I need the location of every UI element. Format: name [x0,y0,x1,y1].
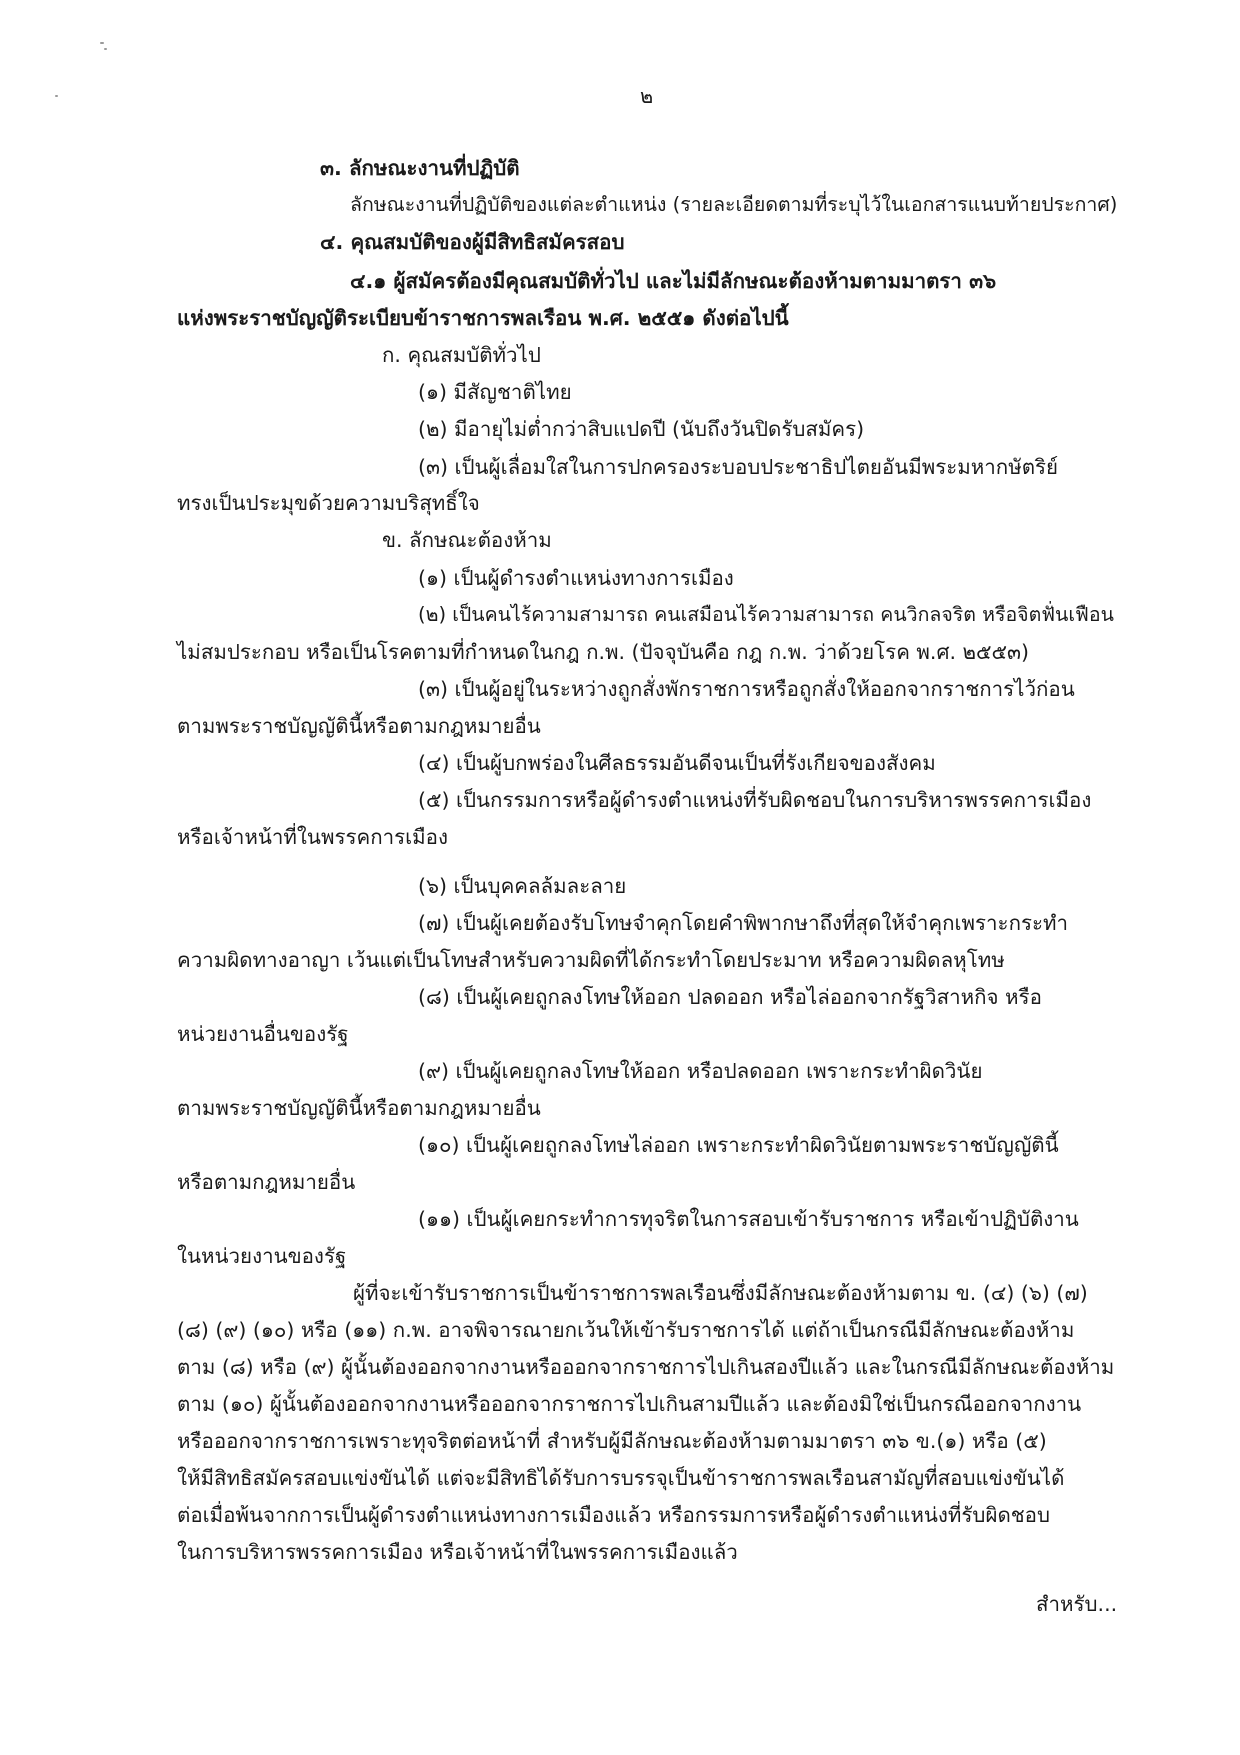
prohibited-item-11-line-1: (๑๑) เป็นผู้เคยกระทำการทุจริตในการสอบเข้ารับราชการ หรือเข้าปฏิบัติงาน [418,1207,1079,1231]
closing-paragraph-line-4: ตาม (๑๐) ผู้นั้นต้องออกจากงานหรือออกจากราชการไปเกินสามปีแล้ว และต้องมิใช่เป็นกรณีออกจากงาน [177,1392,1082,1416]
general-item-1: (๑) มีสัญชาติไทย [418,380,572,404]
general-item-3-line-1: (๓) เป็นผู้เลื่อมใสในการปกครองระบอบประชาธิปไตยอันมีพระมหากษัตริย์ [418,455,1059,479]
prohibited-item-10-line-1: (๑๐) เป็นผู้เคยถูกลงโทษไล่ออก เพราะกระทำผิดวินัยตามพระราชบัญญัตินี้ [418,1133,1059,1157]
prohibited-item-8-line-1: (๘) เป็นผู้เคยถูกลงโทษให้ออก ปลดออก หรือไล่ออกจากรัฐวิสาหกิจ หรือ [418,985,1042,1009]
continuation-note: สำหรับ... [1036,1592,1118,1616]
section-4-1-line-2: แห่งพระราชบัญญัติระเบียบข้าราชการพลเรือน พ.ศ. ๒๕๕๑ ดังต่อไปนี้ [177,306,789,330]
closing-paragraph-line-3: ตาม (๘) หรือ (๙) ผู้นั้นต้องออกจากงานหรือออกจากราชการไปเกินสองปีแล้ว และในกรณีมีลักษณะต้องห้าม [177,1355,1115,1379]
prohibited-item-7-line-2: ความผิดทางอาญา เว้นแต่เป็นโทษสำหรับความผิดที่ได้กระทำโดยประมาท หรือความผิดลหุโทษ [177,948,1005,972]
closing-paragraph-line-6: ให้มีสิทธิสมัครสอบแข่งขันได้ แต่จะมีสิทธิได้รับการบรรจุเป็นข้าราชการพลเรือนสามัญที่สอบแข่งขันได้ [177,1466,1065,1490]
closing-paragraph-line-7: ต่อเมื่อพ้นจากการเป็นผู้ดำรงตำแหน่งทางการเมืองแล้ว หรือกรรมการหรือผู้ดำรงตำแหน่งที่รับผิดชอบ [177,1503,1051,1527]
closing-paragraph-line-2: (๘) (๙) (๑๐) หรือ (๑๑) ก.พ. อาจพิจารณายกเว้นให้เข้ารับราชการได้ แต่ถ้าเป็นกรณีมีลักษณะต้องห้าม [177,1318,1075,1342]
prohibited-item-6: (๖) เป็นบุคคลล้มละลาย [418,874,627,898]
closing-paragraph-line-5: หรือออกจากราชการเพราะทุจริตต่อหน้าที่ สำหรับผู้มีลักษณะต้องห้ามตามมาตรา ๓๖ ข.(๑) หรือ (๕) [177,1429,1047,1453]
general-qualifications-heading: ก. คุณสมบัติทั่วไป [382,343,541,367]
section-3-heading: ๓. ลักษณะงานที่ปฏิบัติ [320,156,520,180]
prohibited-item-8-line-2: หน่วยงานอื่นของรัฐ [177,1022,349,1046]
scan-speck [104,48,107,50]
section-4-1-line-1: ๔.๑ ผู้สมัครต้องมีคุณสมบัติทั่วไป และไม่มีลักษณะต้องห้ามตามมาตรา ๓๖ [350,269,997,293]
prohibited-item-2-line-1: (๒) เป็นคนไร้ความสามารถ คนเสมือนไร้ความสามารถ คนวิกลจริต หรือจิตฟั่นเฟือน [418,603,1114,626]
scan-speck [55,95,58,97]
prohibited-item-3-line-2: ตามพระราชบัญญัตินี้หรือตามกฎหมายอื่น [177,714,541,738]
section-3-body: ลักษณะงานที่ปฏิบัติของแต่ละตำแหน่ง (รายละเอียดตามที่ระบุไว้ในเอกสารแนบท้ายประกาศ) [350,193,1118,216]
prohibited-item-7-line-1: (๗) เป็นผู้เคยต้องรับโทษจำคุกโดยคำพิพากษาถึงที่สุดให้จำคุกเพราะกระทำ [418,911,1069,935]
prohibited-item-10-line-2: หรือตามกฎหมายอื่น [177,1170,356,1194]
prohibited-item-9-line-2: ตามพระราชบัญญัตินี้หรือตามกฎหมายอื่น [177,1096,541,1120]
prohibited-item-5-line-1: (๕) เป็นกรรมการหรือผู้ดำรงตำแหน่งที่รับผิดชอบในการบริหารพรรคการเมือง [418,788,1092,812]
general-item-3-line-2: ทรงเป็นประมุขด้วยความบริสุทธิ์ใจ [177,491,480,515]
prohibited-item-3-line-1: (๓) เป็นผู้อยู่ในระหว่างถูกสั่งพักราชการหรือถูกสั่งให้ออกจากราชการไว้ก่อน [418,677,1075,701]
prohibited-item-4: (๔) เป็นผู้บกพร่องในศีลธรรมอันดีจนเป็นที่รังเกียจของสังคม [418,751,936,775]
closing-paragraph-line-1: ผู้ที่จะเข้ารับราชการเป็นข้าราชการพลเรือนซึ่งมีลักษณะต้องห้ามตาม ข. (๔) (๖) (๗) [353,1281,1088,1305]
scan-speck [100,42,104,44]
section-4-heading: ๔. คุณสมบัติของผู้มีสิทธิสมัครสอบ [320,230,625,254]
prohibited-item-2-line-2: ไม่สมประกอบ หรือเป็นโรคตามที่กำหนดในกฎ ก.พ. (ปัจจุบันคือ กฎ ก.พ. ว่าด้วยโรค พ.ศ. ๒๕๕๓) [177,640,1030,664]
general-item-2: (๒) มีอายุไม่ต่ำกว่าสิบแปดปี (นับถึงวันปิดรับสมัคร) [418,417,865,441]
closing-paragraph-line-8: ในการบริหารพรรคการเมือง หรือเจ้าหน้าที่ในพรรคการเมืองแล้ว [177,1540,738,1564]
prohibited-item-5-line-2: หรือเจ้าหน้าที่ในพรรคการเมือง [177,825,448,849]
page-number: ๒ [640,84,654,108]
prohibited-item-9-line-1: (๙) เป็นผู้เคยถูกลงโทษให้ออก หรือปลดออก เพราะกระทำผิดวินัย [418,1059,983,1083]
prohibited-item-1: (๑) เป็นผู้ดำรงตำแหน่งทางการเมือง [418,566,734,590]
prohibited-heading: ข. ลักษณะต้องห้าม [382,528,552,552]
prohibited-item-11-line-2: ในหน่วยงานของรัฐ [177,1244,347,1268]
